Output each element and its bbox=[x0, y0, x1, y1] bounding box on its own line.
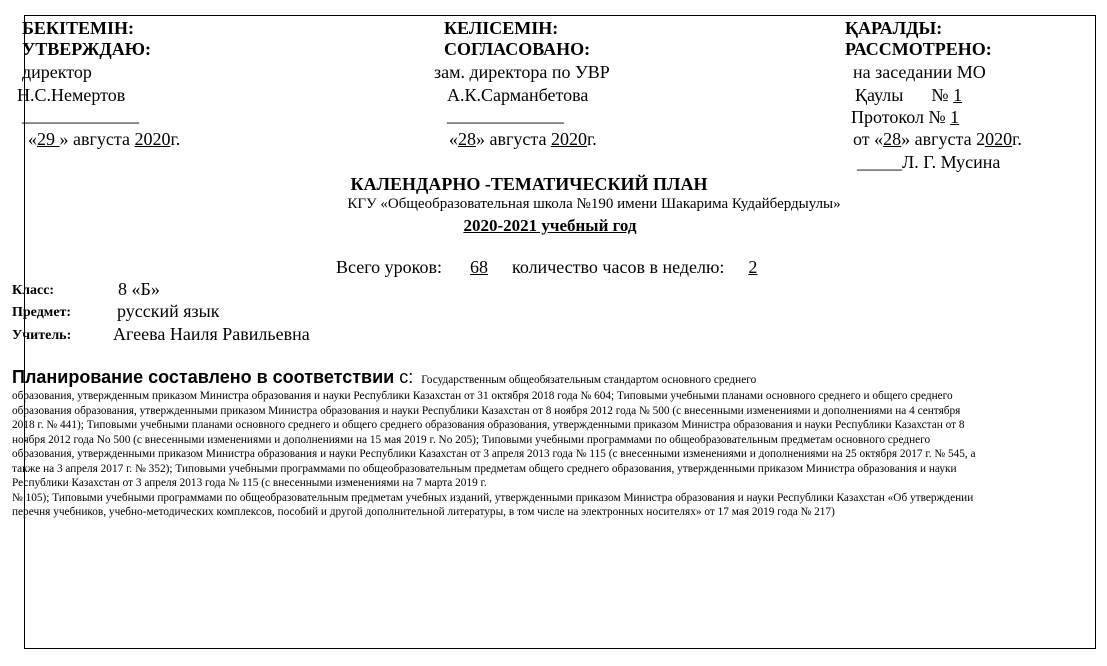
planning-basis-text: образования, утвержденным приказом Министра образования и науки Республики Казахстан от 31 октября 2018 года № 604; Типовыми учебными планами основного среднего и общего среднего образования образования, утвержденными приказом Министра образования и науки Республики Казахстан от 8 ноября 2012 года № 500 (с внесенными изменениями и дополнениями на 4 сентября 2018 г. № 441); Типовыми учебными планами основного среднего и общего среднего образования образования, утвержденными приказом Министра образования и науки Республики Казахстан от 8 ноября 2012 года No 500 (с внесенными изменениями и дополнениями на 15 мая 2019 г. No 205); Типовыми учебными программами по общеобразовательным предметам основного среднего образования, утвержденными приказом Министра образования и науки Республики Казахстан от 3 апреля 2013 года № 115 (с внесенными изменениями и дополнениями на 25 октября 2017 г. № 545, а также на 3 апреля 2017 г. № 352); Типовыми учебными программами по общеобразовательным предметам общего среднего образования, утвержденными приказом Министра образования и науки Республики Казахстан от 3 апреля 2013 года № 115 (с внесенными изменениями на 7 марта 2019 г. № 105); Типовыми учебными программами по общеобразовательным предметам учебных изданий, утвержденными приказом Министра образования и науки Республики Казахстан «Об утверждении перечня учебников, учебно-методических комплексов, пособий и другой дополнительной литературы, в том числе на электронных носителях» от 17 мая 2019 года № 217) bbox=[12, 390, 976, 518]
review-date-year: 020 bbox=[985, 129, 1013, 149]
agree-date-suffix: г. bbox=[586, 129, 597, 149]
agree-title-kz: КЕЛІСЕМІН: bbox=[444, 18, 559, 38]
approve-signature-line: _____________ bbox=[22, 105, 139, 125]
lessons-summary bbox=[336, 257, 757, 278]
review-date-month: » августа 2 bbox=[901, 129, 986, 149]
review-kaulu-no: 1 bbox=[953, 85, 963, 105]
review-date-suffix: г. bbox=[1012, 129, 1022, 149]
agree-date-day: 28 bbox=[458, 129, 476, 149]
approve-name: Н.С.Немертов bbox=[17, 85, 126, 105]
academic-year: 2020-2021 учебный год bbox=[463, 216, 637, 235]
approve-date-prefix: « bbox=[28, 129, 37, 149]
hours-per-week-value: 2 bbox=[748, 257, 758, 277]
review-kaulu-label: Қаулы bbox=[855, 85, 904, 105]
review-title-ru: РАССМОТРЕНО: bbox=[845, 39, 992, 59]
approve-date-year: 2020 bbox=[134, 129, 171, 149]
hours-per-week-label: количество часов в неделю: bbox=[511, 257, 725, 277]
approve-date-month: » августа bbox=[59, 129, 135, 149]
approve-date-suffix: г. bbox=[170, 129, 181, 149]
agree-title-ru: СОГЛАСОВАНО: bbox=[444, 39, 591, 59]
review-signature bbox=[857, 152, 1000, 173]
approve-title-ru: УТВЕРЖДАЮ: bbox=[22, 39, 152, 59]
approve-date bbox=[28, 129, 180, 150]
class-label: Класс: bbox=[12, 283, 55, 298]
teacher-label: Учитель: bbox=[12, 328, 72, 343]
review-protocol-no: 1 bbox=[950, 107, 960, 127]
review-protocol bbox=[851, 107, 959, 128]
plan-title: КАЛЕНДАРНО -ТЕМАТИЧЕСКИЙ ПЛАН bbox=[350, 174, 708, 194]
class-value: 8 «Б» bbox=[118, 279, 160, 299]
agree-signature-line: _____________ bbox=[447, 105, 564, 125]
approve-position: директор bbox=[22, 62, 92, 82]
planning-basis-heading-line bbox=[12, 367, 1097, 388]
subject-label: Предмет: bbox=[12, 305, 72, 320]
review-signature-line: _____ bbox=[857, 152, 902, 172]
planning-basis-heading: Планирование составлено в соответствии bbox=[12, 367, 400, 387]
review-kaulu bbox=[855, 85, 962, 106]
review-meeting: на заседании МО bbox=[853, 62, 986, 82]
teacher-value: Агеева Наиля Равильевна bbox=[113, 324, 310, 344]
review-title-kz: ҚАРАЛДЫ: bbox=[845, 18, 943, 38]
approve-title-kz: БЕКІТЕМІН: bbox=[22, 18, 134, 38]
agree-date-month: » августа bbox=[476, 129, 551, 149]
review-signer: Л. Г. Мусина bbox=[902, 152, 1001, 172]
review-protocol-label: Протокол № bbox=[851, 107, 946, 127]
planning-basis-first-line: Государственным общеобязательным стандартом основного среднего bbox=[421, 374, 757, 386]
agree-position: зам. директора по УВР bbox=[434, 62, 610, 82]
planning-basis bbox=[12, 367, 1097, 520]
school-name: КГУ «Общеобразовательная школа №190 имени Шакарима Кудайбердыулы» bbox=[347, 196, 841, 212]
subject-value: русский язык bbox=[117, 301, 220, 321]
review-kaulu-no-label: № bbox=[931, 85, 949, 105]
planning-basis-heading-c: с: bbox=[399, 367, 414, 387]
total-lessons-value: 68 bbox=[469, 257, 488, 277]
agree-date-year: 2020 bbox=[550, 129, 587, 149]
agree-name: А.К.Сарманбетова bbox=[447, 85, 589, 105]
review-date-day: 28 bbox=[883, 129, 902, 149]
total-lessons-label: Всего уроков: bbox=[336, 257, 442, 277]
agree-date-prefix: « bbox=[449, 129, 458, 149]
approve-date-day: 29 bbox=[37, 129, 60, 149]
review-date-prefix: от « bbox=[853, 129, 884, 149]
review-date bbox=[853, 129, 1022, 150]
agree-date bbox=[449, 129, 597, 150]
